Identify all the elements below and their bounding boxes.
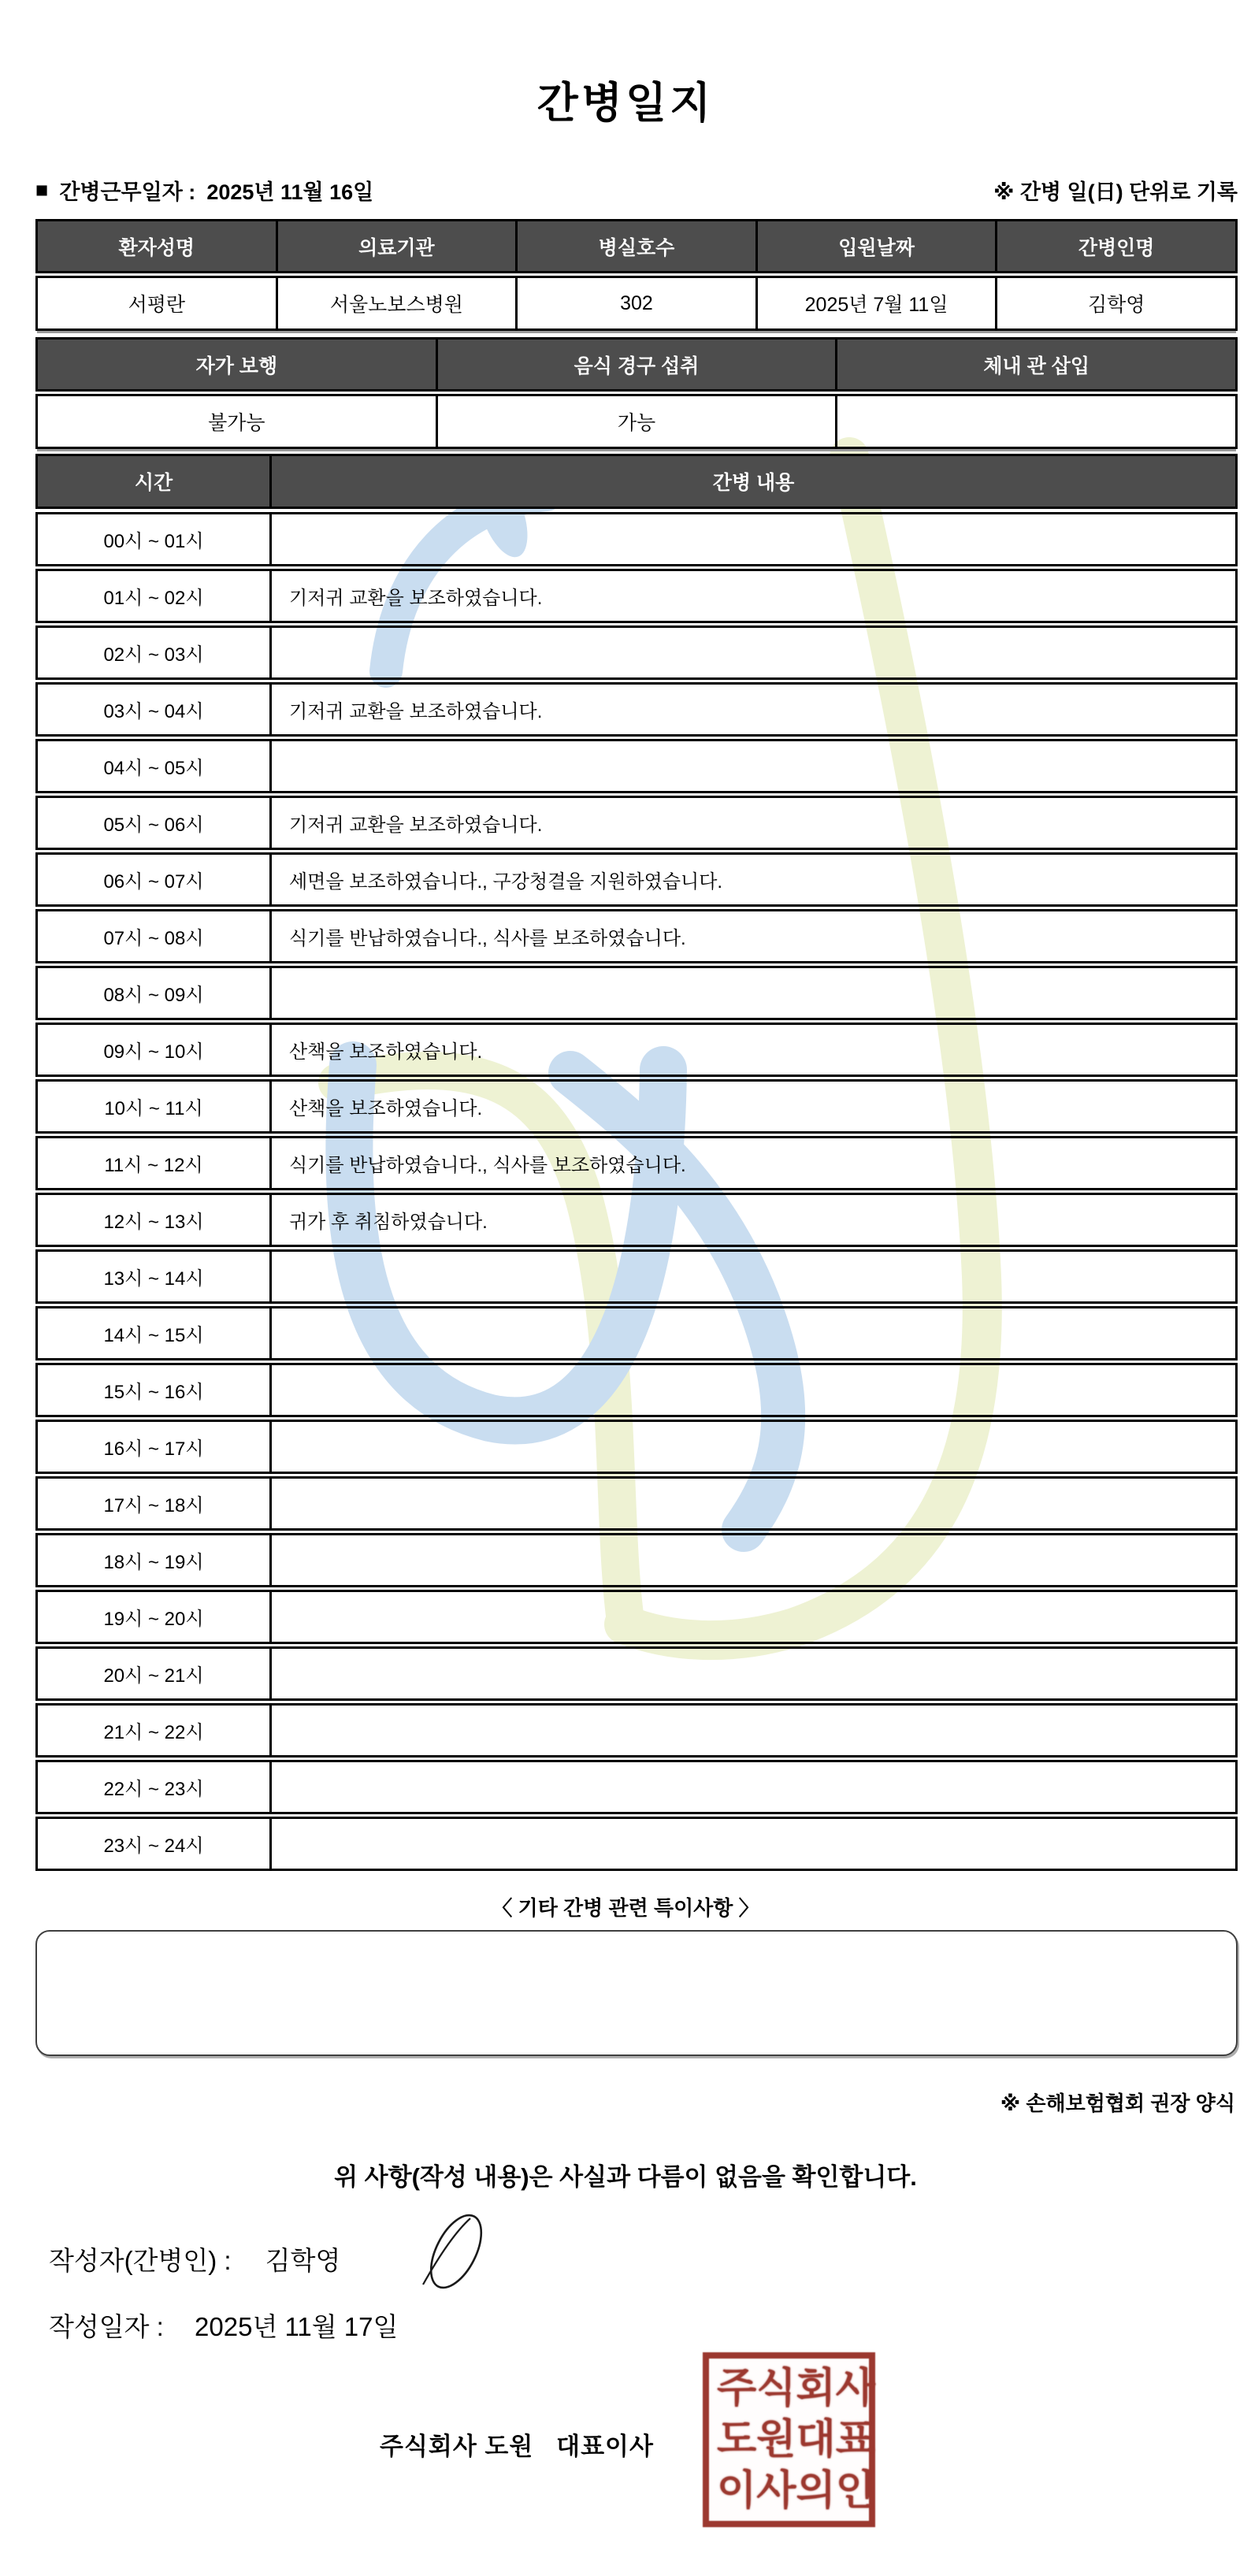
- patient-info-table: [35, 219, 1238, 331]
- care-content-cell: [272, 741, 1235, 791]
- care-table-header-row: [35, 454, 1238, 509]
- care-content-cell: [272, 1819, 1235, 1869]
- patient-value-cell: 302: [518, 278, 758, 328]
- stamp-row: 도 원 대 표: [717, 2416, 875, 2463]
- care-content-cell: [272, 1649, 1235, 1698]
- care-table-header: [35, 454, 1238, 509]
- care-time-cell: 17시 ~ 18시: [38, 1479, 272, 1528]
- care-content-cell: 산책을 보조하였습니다.: [289, 1041, 483, 1063]
- patient-header-cell: 병실호수: [518, 221, 758, 271]
- status-header-cell: 자가 보행: [38, 340, 438, 389]
- care-content-cell: [272, 1592, 1235, 1642]
- care-table-row: [35, 1646, 1238, 1701]
- writer-line: [49, 2240, 340, 2277]
- patient-value-cell: 서울노보스병원: [278, 278, 518, 328]
- corporate-seal-stamp: [703, 2352, 875, 2527]
- patient-header-cell: 환자성명: [38, 221, 278, 271]
- care-table-row: [35, 1363, 1238, 1417]
- care-content-cell: [272, 514, 1235, 564]
- care-table-row: [35, 1760, 1238, 1814]
- care-time-cell: 07시 ~ 08시: [38, 911, 272, 961]
- page-title: 간병일지: [536, 80, 715, 127]
- care-content-cell: [272, 628, 1235, 677]
- write-date-label: 작성일자 :: [49, 2312, 164, 2341]
- care-content-cell: [272, 1365, 1235, 1415]
- care-table-row: [35, 512, 1238, 566]
- handwritten-signature: [396, 2210, 510, 2296]
- care-table-row: [35, 1136, 1238, 1190]
- care-time-cell: 03시 ~ 04시: [38, 685, 272, 734]
- writer-name: 김학영: [265, 2246, 341, 2275]
- extra-notes-box[interactable]: [35, 1930, 1238, 2056]
- care-time-cell: 10시 ~ 11시: [38, 1082, 272, 1131]
- patient-table-header-row: [35, 219, 1238, 273]
- care-table-row: [35, 966, 1238, 1020]
- time-column-header: 시간: [38, 456, 272, 507]
- care-table-row: [35, 625, 1238, 680]
- care-table-rows: [35, 512, 1238, 1873]
- care-content-cell: 기저귀 교환을 보조하였습니다.: [289, 701, 543, 722]
- care-time-cell: 19시 ~ 20시: [38, 1592, 272, 1642]
- stamp-row: 이 사 의 인: [717, 2467, 875, 2514]
- work-date-value: 2025년 11월 16일: [206, 180, 374, 204]
- writer-label: 작성자(간병인) :: [49, 2246, 232, 2275]
- care-time-cell: 08시 ~ 09시: [38, 968, 272, 1018]
- patient-value-cell: 2025년 7월 11일: [758, 278, 998, 328]
- status-table-header-row: [35, 337, 1238, 392]
- care-table-row: [35, 1420, 1238, 1474]
- care-time-cell: 21시 ~ 22시: [38, 1706, 272, 1755]
- care-content-cell: 귀가 후 취침하였습니다.: [289, 1212, 488, 1233]
- care-time-cell: 06시 ~ 07시: [38, 855, 272, 904]
- care-time-cell: 15시 ~ 16시: [38, 1365, 272, 1415]
- care-time-cell: 22시 ~ 23시: [38, 1762, 272, 1812]
- care-time-cell: 14시 ~ 15시: [38, 1308, 272, 1358]
- care-content-cell: [272, 1479, 1235, 1528]
- extra-section-title: 〈 기타 간병 관련 특이사항 〉: [492, 1896, 759, 1920]
- care-content-cell: 식기를 반납하였습니다., 식사를 보조하였습니다.: [289, 1155, 686, 1176]
- care-time-cell: 16시 ~ 17시: [38, 1422, 272, 1472]
- care-table-row: [35, 1193, 1238, 1247]
- care-table-row: [35, 909, 1238, 963]
- care-content-cell: 산책을 보조하였습니다.: [289, 1098, 483, 1119]
- confirmation-statement: 위 사항(작성 내용)은 사실과 다름이 없음을 확인합니다.: [334, 2163, 917, 2191]
- status-value-cell: [837, 396, 1235, 447]
- status-table-value-row: [35, 394, 1238, 449]
- care-content-cell: [272, 1535, 1235, 1585]
- care-time-cell: 05시 ~ 06시: [38, 798, 272, 848]
- form-note: ※ 손해보험협회 권장 양식: [1000, 2092, 1235, 2115]
- care-content-cell: 세면을 보조하였습니다., 구강청결을 지원하였습니다.: [289, 871, 723, 893]
- care-content-cell: [272, 1706, 1235, 1755]
- unit-note: ※ 간병 일(日) 단위로 기록: [993, 180, 1238, 204]
- work-date-line: [35, 175, 373, 206]
- care-time-cell: 02시 ~ 03시: [38, 628, 272, 677]
- care-table-row: [35, 739, 1238, 793]
- care-time-cell: 20시 ~ 21시: [38, 1649, 272, 1698]
- content-column-header: 간병 내용: [712, 472, 795, 494]
- care-table-row: [35, 1817, 1238, 1871]
- care-time-cell: 13시 ~ 14시: [38, 1252, 272, 1301]
- care-content-cell: [272, 1308, 1235, 1358]
- care-table-row: [35, 852, 1238, 907]
- care-table-row: [35, 1249, 1238, 1304]
- care-time-cell: 23시 ~ 24시: [38, 1819, 272, 1869]
- care-time-cell: 00시 ~ 01시: [38, 514, 272, 564]
- care-content-cell: [272, 1762, 1235, 1812]
- patient-header-cell: 의료기관: [278, 221, 518, 271]
- care-table-row: [35, 1023, 1238, 1077]
- patient-value-cell: 서평란: [38, 278, 278, 328]
- care-content-cell: 기저귀 교환을 보조하였습니다.: [289, 588, 543, 609]
- write-date-line: [49, 2307, 398, 2344]
- care-content-cell: 기저귀 교환을 보조하였습니다.: [289, 815, 543, 836]
- care-table-row: [35, 1079, 1238, 1134]
- patient-value-cell: 김학영: [1087, 294, 1145, 316]
- care-time-cell: 12시 ~ 13시: [38, 1195, 272, 1245]
- care-content-cell: [272, 968, 1235, 1018]
- care-content-cell: [272, 1252, 1235, 1301]
- status-value-cell: 불가능: [38, 396, 438, 447]
- care-table-row: [35, 1590, 1238, 1644]
- care-table-row: [35, 1306, 1238, 1360]
- care-table-row: [35, 682, 1238, 737]
- care-table-row: [35, 569, 1238, 623]
- meta-row: [35, 175, 1238, 206]
- care-time-cell: 04시 ~ 05시: [38, 741, 272, 791]
- square-bullet-icon: ■: [35, 178, 49, 202]
- patient-table-value-row: [35, 276, 1238, 331]
- care-content-cell: [272, 1422, 1235, 1472]
- care-table-row: [35, 1533, 1238, 1587]
- care-content-cell: 식기를 반납하였습니다., 식사를 보조하였습니다.: [289, 928, 686, 949]
- status-header-cell: 체내 관 삽입: [983, 354, 1090, 377]
- care-table-row: [35, 1703, 1238, 1758]
- care-time-cell: 09시 ~ 10시: [38, 1025, 272, 1075]
- patient-header-cell: 간병인명: [1078, 236, 1155, 259]
- status-value-cell: 가능: [438, 396, 838, 447]
- care-table-row: [35, 796, 1238, 850]
- status-header-cell: 음식 경구 섭취: [438, 340, 838, 389]
- care-time-cell: 11시 ~ 12시: [38, 1138, 272, 1188]
- company-line: 주식회사 도원 대표이사: [380, 2433, 654, 2460]
- work-date-label: 간병근무일자 :: [59, 180, 196, 204]
- write-date-value: 2025년 11월 17일: [195, 2312, 399, 2341]
- patient-header-cell: 입원날짜: [758, 221, 998, 271]
- care-time-cell: 01시 ~ 02시: [38, 571, 272, 621]
- stamp-row: 주 식 회 사: [717, 2366, 875, 2412]
- care-time-cell: 18시 ~ 19시: [38, 1535, 272, 1585]
- status-table: [35, 337, 1238, 449]
- care-table-row: [35, 1476, 1238, 1531]
